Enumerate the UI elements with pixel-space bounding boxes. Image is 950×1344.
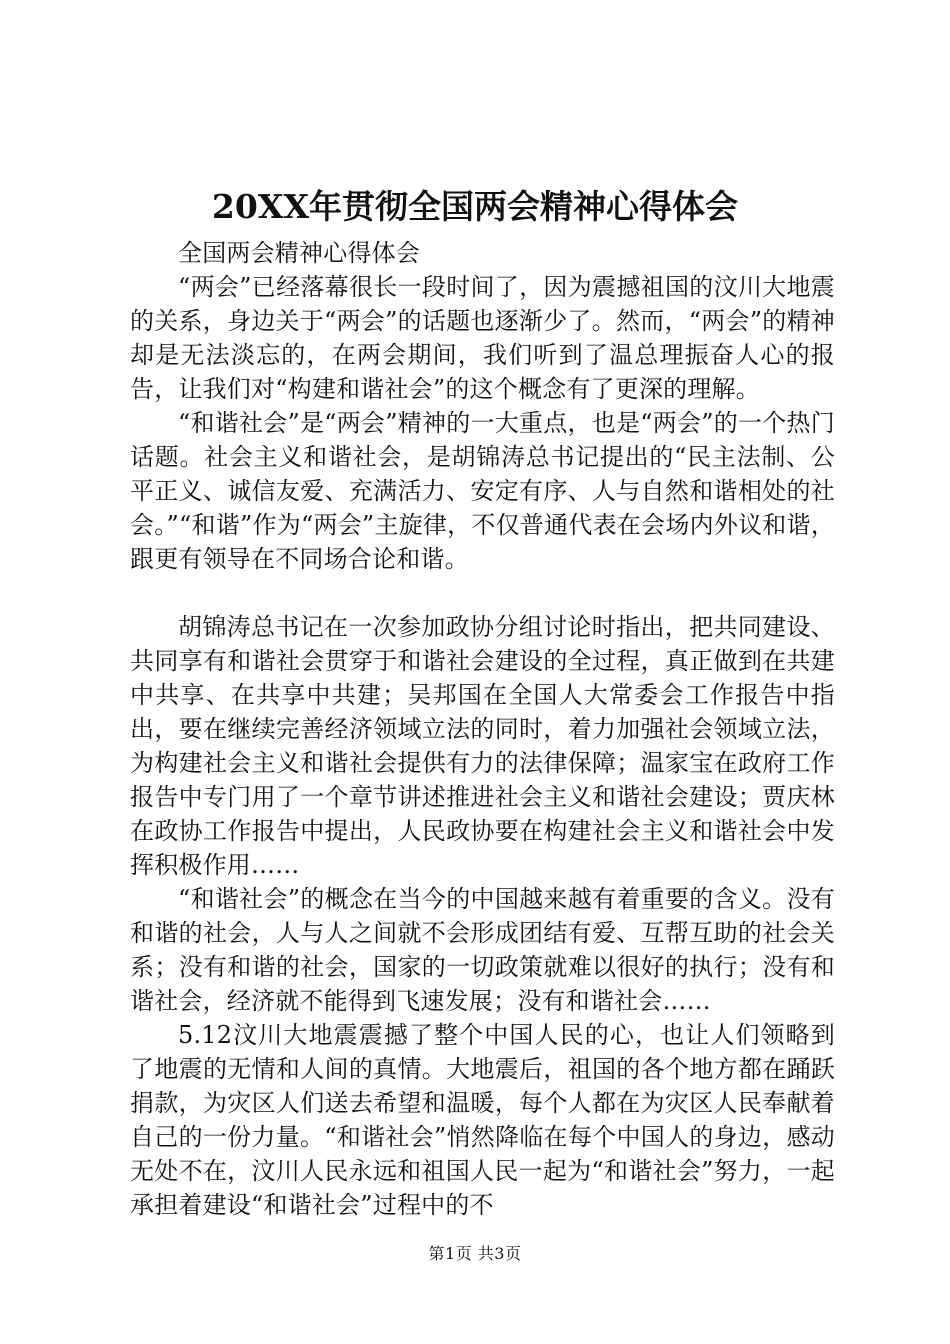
document-body xyxy=(130,236,835,1222)
paragraph: “两会”已经落幕很长一段时间了，因为震撼祖国的汶川大地震的关系，身边关于“两会”的话题也逐渐少了。然而，“两会”的精神却是无法淡忘的，在两会期间，我们听到了温总理振奋人心的报告，让我们对“构建和谐社会”的这个概念有了更深的理解。 xyxy=(130,273,835,403)
paragraph-spacer xyxy=(130,576,835,610)
paragraph-subtitle: 全国两会精神心得体会 xyxy=(178,239,420,267)
page-footer: 第1页 共3页 xyxy=(428,1244,522,1263)
document-title: 20XX年贯彻全国两会精神心得体会 xyxy=(211,187,739,226)
paragraph: 胡锦涛总书记在一次参加政协分组讨论时指出，把共同建设、共同享有和谐社会贯穿于和谐社会建设的全过程，真正做到在共建中共享、在共享中共建；吴邦国在全国人大常委会工作报告中指出，要在继续完善经济领域立法的同时，着力加强社会领域立法，为构建社会主义和谐社会提供有力的法律保障；温家宝在政府工作报告中专门用了一个章节讲述推进社会主义和谐社会建设；贾庆林在政协工作报告中提出，人民政协要在构建社会主义和谐社会中发挥积极作用…… xyxy=(130,613,835,879)
paragraph: “和谐社会”是“两会”精神的一大重点，也是“两会”的一个热门话题。社会主义和谐社会，是胡锦涛总书记提出的“民主法制、公平正义、诚信友爱、充满活力、安定有序、人与自然和谐相处的社会。”“和谐”作为“两会”主旋律，不仅普通代表在会场内外议和谐，跟更有领导在不同场合论和谐。 xyxy=(130,409,835,573)
paragraph: “和谐社会”的概念在当今的中国越来越有着重要的含义。没有和谐的社会，人与人之间就不会形成团结有爱、互帮互助的社会关系；没有和谐的社会，国家的一切政策就难以很好的执行；没有和谐社会，经济就不能得到飞速发展；没有和谐社会…… xyxy=(130,885,835,1015)
paragraph: 5.12汶川大地震震撼了整个中国人民的心，也让人们领略到了地震的无情和人间的真情。大地震后，祖国的各个地方都在踊跃捐款，为灾区人们送去希望和温暖，每个人都在为灾区人民奉献着自己的一份力量。“和谐社会”悄然降临在每个中国人的身边，感动无处不在，汶川人民永远和祖国人民一起为“和谐社会”努力，一起承担着建设“和谐社会”过程中的不 xyxy=(130,1021,835,1219)
